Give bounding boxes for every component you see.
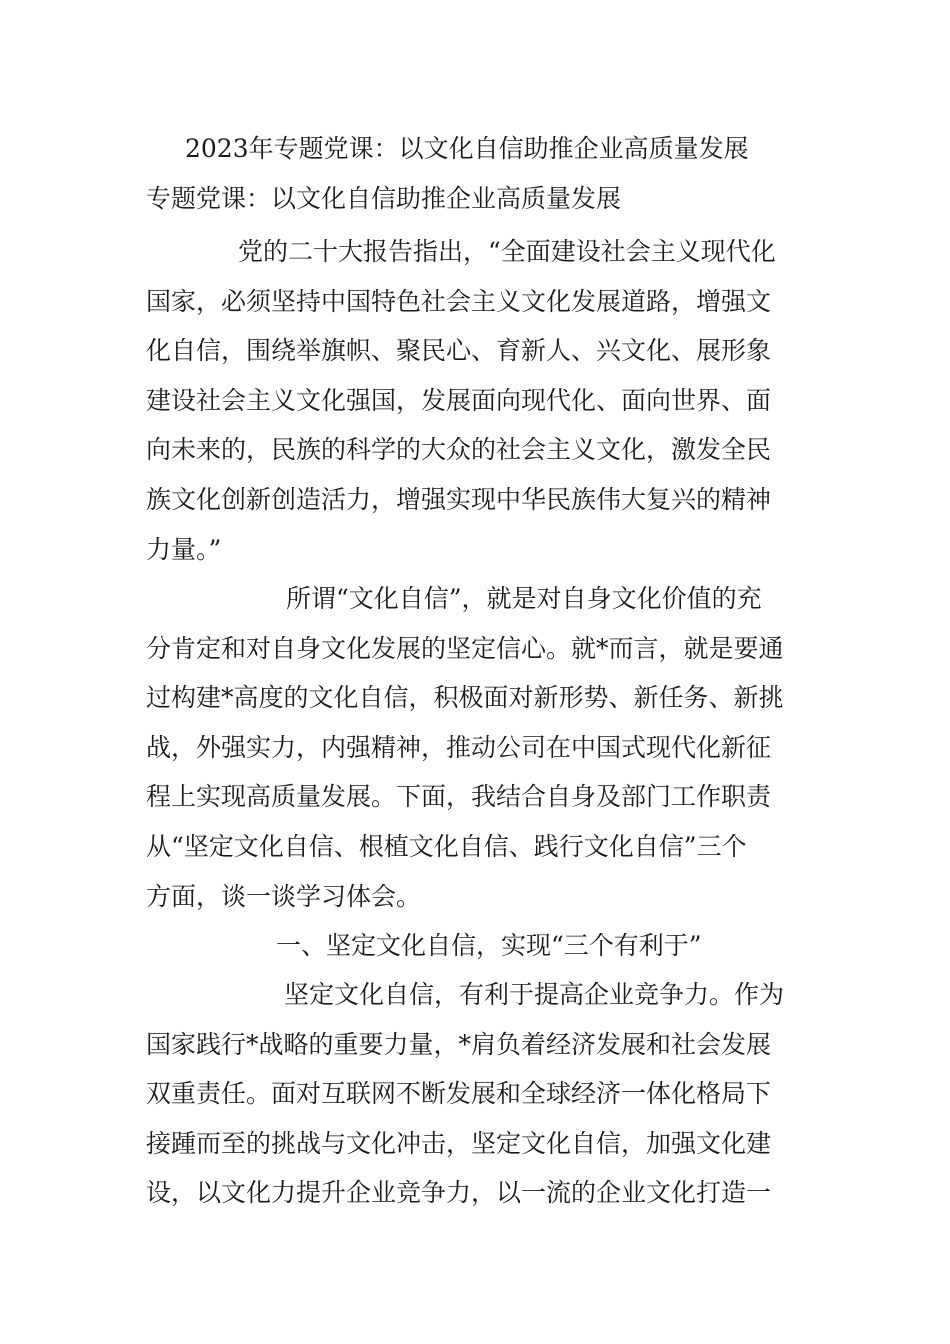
paragraph-line: 力量。” [146, 534, 222, 564]
paragraph-line: 坚定文化自信，有利于提高企业竞争力。作为 [284, 980, 785, 1009]
paragraph-line: 过构建*高度的文化自信，积极面对新形势、新任务、新挑 [146, 683, 784, 713]
paragraph-cultural-confidence [146, 574, 806, 921]
paragraph-line: 方面，谈一谈学习体会。 [146, 881, 422, 911]
paragraph-line: 所谓“文化自信”，就是对自身文化价值的充 [286, 584, 762, 613]
paragraph-line: 从“坚定文化自信、根植文化自信、践行文化自信”三个 [146, 831, 747, 861]
paragraph-line: 设，以文化力提升企业竞争力，以一流的企业文化打造一 [146, 1178, 772, 1208]
paragraph-intro [146, 227, 806, 574]
paragraph-line: 程上实现高质量发展。下面，我结合自身及部门工作职责 [146, 782, 772, 812]
paragraph-line: 双重责任。面对互联网不断发展和全球经济一体化格局下 [146, 1079, 772, 1109]
paragraph-line: 化自信，围绕举旗帜、聚民心、育新人、兴文化、展形象 [146, 336, 772, 366]
paragraph-line: 战，外强实力，内强精神，推动公司在中国式现代化新征 [146, 732, 772, 762]
paragraph-line: 国家，必须坚持中国特色社会主义文化发展道路，增强文 [146, 286, 772, 316]
paragraph-line: 建设社会主义文化强国，发展面向现代化、面向世界、面 [146, 385, 772, 415]
paragraph-line: 接踵而至的挑战与文化冲击，坚定文化自信，加强文化建 [146, 1128, 772, 1158]
section-heading [146, 921, 806, 971]
document-subtitle: 专题党课：以文化自信助推企业高质量发展 [146, 184, 622, 213]
paragraph-line: 向未来的，民族的科学的大众的社会主义文化，激发全民 [146, 435, 772, 465]
paragraph-line: 分肯定和对自身文化发展的坚定信心。就*而言，就是要通 [146, 633, 784, 663]
paragraph-line: 族文化创新创造活力，增强实现中华民族伟大复兴的精神 [146, 484, 772, 514]
paragraph-line: 国家践行*战略的重要力量，*肩负着经济发展和社会发展 [146, 1029, 772, 1059]
document-title: 2023年专题党课：以文化自信助推企业高质量发展 [185, 134, 749, 163]
section-heading-text: 一、坚定文化自信，实现“三个有利于” [276, 931, 702, 960]
paragraph-line: 党的二十大报告指出，“全面建设社会主义现代化 [238, 237, 776, 266]
paragraph-competitiveness [146, 970, 806, 1218]
